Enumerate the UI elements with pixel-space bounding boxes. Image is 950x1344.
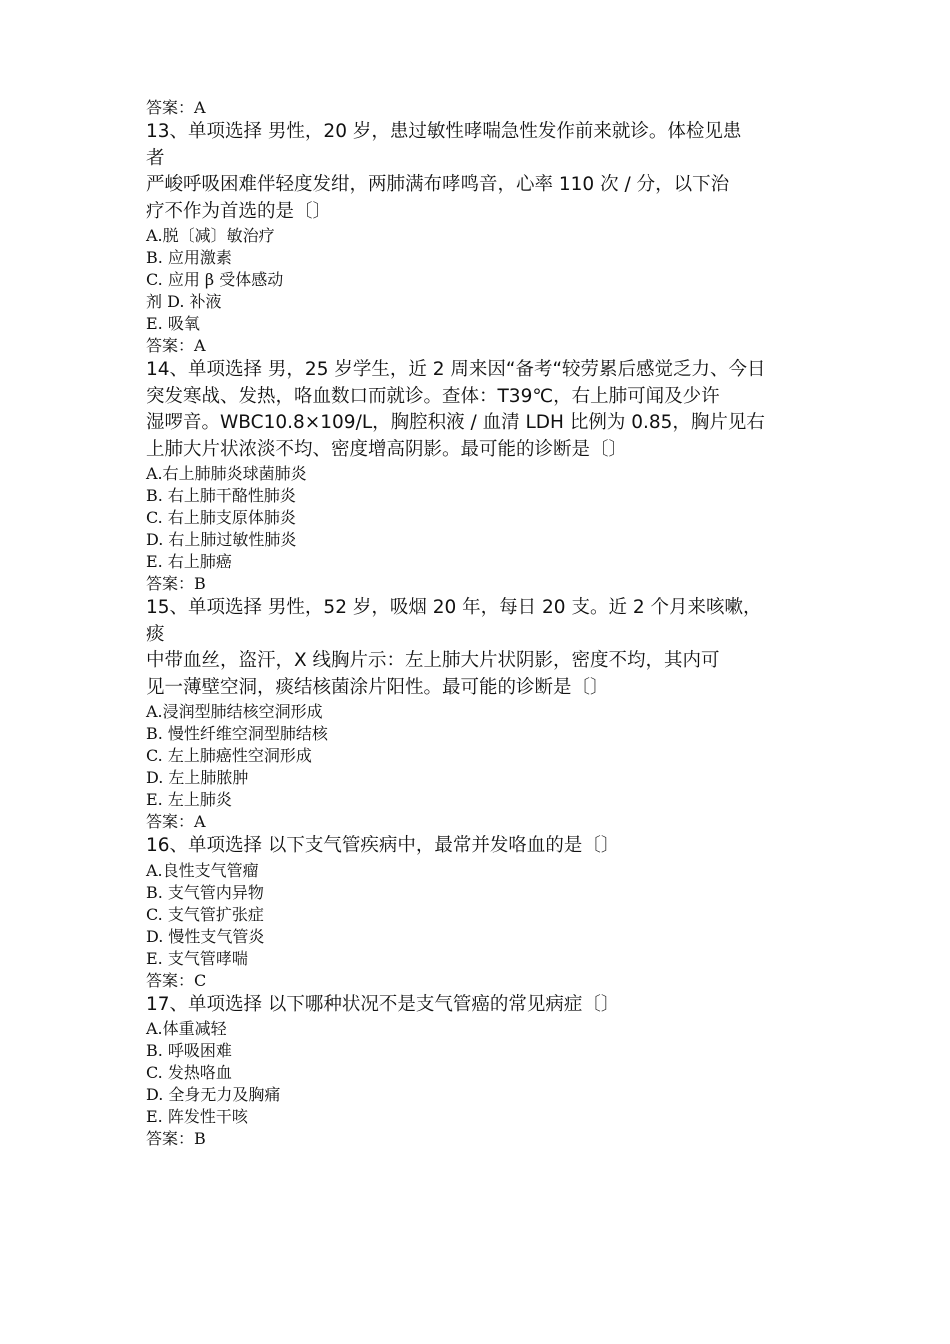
question-text-line: 湿啰音。WBC10.8×109/L，胸腔积液 / 血清 LDH 比例为 0.85，胸片见右 bbox=[146, 412, 765, 433]
option-d: D. 左上肺脓肿 bbox=[146, 768, 249, 787]
option-e: E. 右上肺癌 bbox=[146, 552, 232, 571]
question-text-line: 13、单项选择 男性，20 岁，患过敏性哮喘急性发作前来就诊。体检见患 bbox=[146, 121, 742, 142]
document-page bbox=[146, 97, 846, 1150]
answer-line: 答案：A bbox=[146, 812, 206, 831]
option-a: A.脱〔减〕敏治疗 bbox=[146, 226, 275, 245]
option-b: B. 呼吸困难 bbox=[146, 1041, 232, 1060]
option-d: 剂 D. 补液 bbox=[146, 292, 222, 311]
option-c: C. 应用 β 受体感动 bbox=[146, 270, 284, 289]
option-c: C. 左上肺癌性空洞形成 bbox=[146, 746, 312, 765]
question-16 bbox=[146, 833, 846, 992]
option-e: E. 支气管哮喘 bbox=[146, 948, 248, 968]
option-a: A.良性支气管瘤 bbox=[146, 860, 259, 880]
option-d: D. 慢性支气管炎 bbox=[146, 926, 265, 946]
option-b: B. 右上肺干酪性肺炎 bbox=[146, 486, 296, 505]
question-text-line: 15、单项选择 男性，52 岁，吸烟 20 年，每日 20 支。近 2 个月来咳嗽， bbox=[146, 597, 762, 618]
option-e: E. 左上肺炎 bbox=[146, 790, 232, 809]
answer-line: 答案：B bbox=[146, 574, 206, 593]
option-b: B. 支气管内异物 bbox=[146, 882, 264, 902]
question-text-line: 17、单项选择 以下哪种状况不是支气管癌的常见病症〔〕 bbox=[146, 993, 620, 1015]
answer-line: 答案：A bbox=[146, 336, 206, 355]
question-14 bbox=[146, 357, 846, 595]
question-text-line: 突发寒战、发热，咯血数口而就诊。查体：T39℃，右上肺可闻及少许 bbox=[146, 385, 720, 407]
question-text-line: 严峻呼吸困难伴轻度发绀，两肺满布哮鸣音，心率 110 次 / 分，以下治 bbox=[146, 174, 730, 195]
answer-line: 答案：C bbox=[146, 970, 207, 990]
question-text-line: 16、单项选择 以下支气管疾病中，最常并发咯血的是〔〕 bbox=[146, 835, 620, 856]
question-13 bbox=[146, 119, 846, 357]
question-text-line: 痰 bbox=[146, 623, 165, 645]
option-c: C. 发热咯血 bbox=[146, 1063, 232, 1082]
option-b: B. 应用激素 bbox=[146, 248, 232, 267]
option-c: C. 右上肺支原体肺炎 bbox=[146, 508, 296, 527]
answer-line: 答案：B bbox=[146, 1129, 206, 1148]
option-a: A.浸润型肺结核空洞形成 bbox=[146, 702, 323, 721]
question-15 bbox=[146, 595, 846, 833]
question-text-line: 上肺大片状浓淡不均、密度增高阴影。最可能的诊断是〔〕 bbox=[146, 438, 628, 460]
question-text-line: 疗不作为首选的是〔〕 bbox=[146, 200, 332, 222]
option-d: D. 全身无力及胸痛 bbox=[146, 1085, 281, 1104]
option-c: C. 支气管扩张症 bbox=[146, 904, 264, 924]
question-17 bbox=[146, 992, 846, 1151]
question-text-line: 中带血丝，盗汗，X 线胸片示：左上肺大片状阴影，密度不均，其内可 bbox=[146, 650, 720, 671]
option-a: A.右上肺肺炎球菌肺炎 bbox=[146, 464, 307, 483]
option-b: B. 慢性纤维空洞型肺结核 bbox=[146, 724, 328, 743]
option-d: D. 右上肺过敏性肺炎 bbox=[146, 530, 297, 549]
question-text-line: 14、单项选择 男，25 岁学生，近 2 周来因“备考“较劳累后感觉乏力、今日 bbox=[146, 359, 766, 380]
option-a: A.体重减轻 bbox=[146, 1019, 227, 1038]
question-text-line: 见一薄壁空洞，痰结核菌涂片阳性。最可能的诊断是〔〕 bbox=[146, 676, 609, 698]
question-text-line: 者 bbox=[146, 147, 165, 169]
option-e: E. 阵发性干咳 bbox=[146, 1107, 248, 1126]
answer-line: 答案：A bbox=[146, 98, 206, 117]
option-e: E. 吸氧 bbox=[146, 314, 200, 333]
